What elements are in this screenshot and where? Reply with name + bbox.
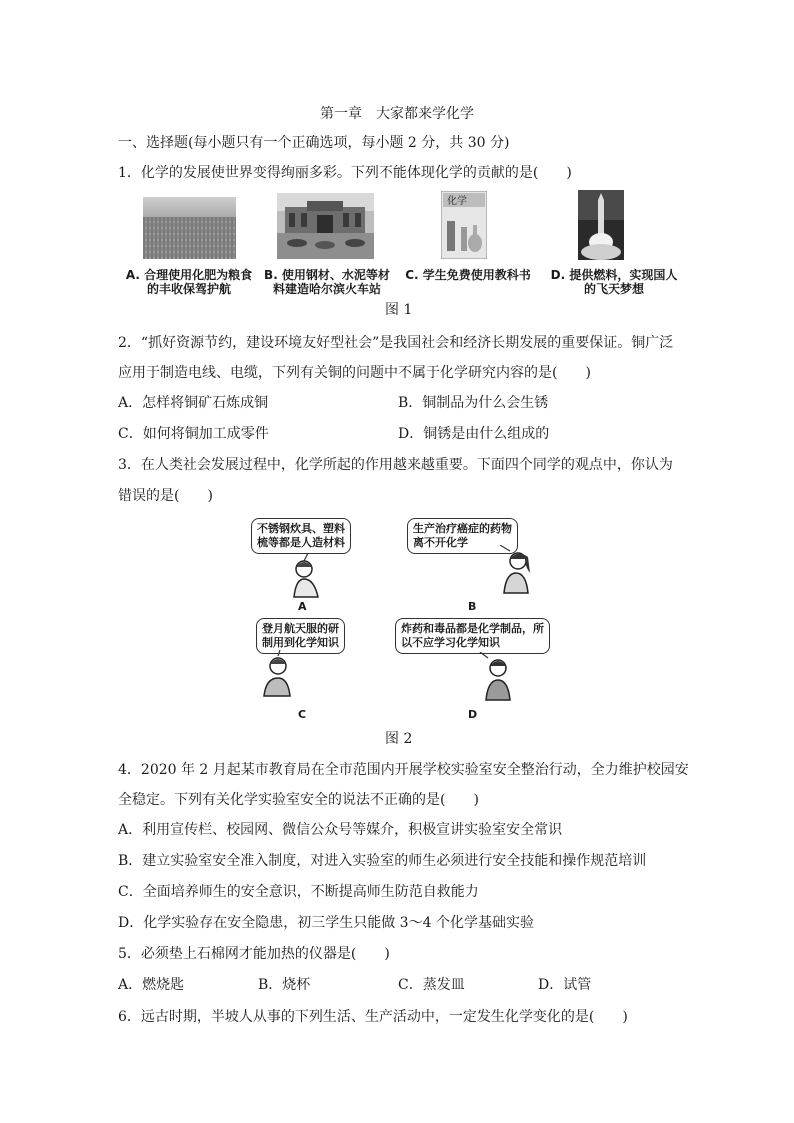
figure-label-d: D [468, 708, 478, 721]
bubble-line: 制用到化学知识 [262, 636, 339, 649]
question-6-stem: 6．远古时期，半坡人从事的下列生活、生产活动中，一定发生化学变化的是( ) [118, 1009, 628, 1025]
section-heading: 一、选择题(每小题只有一个正确选项，每小题 2 分，共 30 分) [118, 135, 510, 151]
question-2-option-d: D．铜锈是由什么组成的 [398, 426, 550, 442]
question-2-stem-line-2: 应用于制造电线、电缆，下列有关铜的问题中不属于化学研究内容的是( ) [118, 365, 591, 381]
question-2-option-b: B．铜制品为什么会生锈 [398, 395, 549, 411]
question-3-stem-line-2: 错误的是( ) [118, 488, 213, 504]
question-5-stem: 5．必须垫上石棉网才能加热的仪器是( ) [118, 946, 390, 962]
image-a-caption [114, 268, 264, 296]
question-5-option-c: C．蒸发皿 [398, 977, 465, 993]
rocket-launch-image [578, 190, 624, 260]
image-d-caption [544, 268, 684, 296]
caption-line: 的丰收保驾护航 [146, 282, 231, 296]
figure-2-caption: 图 2 [385, 731, 413, 747]
caption-line: A. 合理使用化肥为粮食 [125, 268, 253, 282]
student-b-figure [496, 545, 536, 595]
question-4-stem-line-1: 4．2020 年 2 月起某市教育局在全市范围内开展学校实验室安全整治行动，全力维护校园安 [118, 762, 689, 778]
speech-bubble-a [251, 518, 351, 554]
question-4-option-b: B．建立实验室安全准入制度，对进入实验室的师生必须进行安全技能和操作规范培训 [118, 853, 647, 869]
caption-line: B. 使用钢材、水泥等材 [264, 268, 390, 282]
question-3-stem-line-1: 3．在人类社会发展过程中，化学所起的作用越来越重要。下面四个同学的观点中，你认为 [118, 457, 673, 473]
caption-line: 料建造哈尔滨火车站 [272, 282, 381, 296]
image-b-caption [252, 268, 402, 296]
wheat-field-image [143, 197, 236, 259]
textbook-title: 化学 [447, 196, 467, 207]
question-5-option-b: B．烧杯 [258, 977, 311, 993]
question-5-option-d: D．试管 [538, 977, 592, 993]
student-c-figure [260, 650, 298, 698]
question-4-option-d: D．化学实验存在安全隐患，初三学生只能做 3～4 个化学基础实验 [118, 915, 534, 931]
caption-line: C. 学生免费使用教科书 [405, 268, 531, 282]
image-c-caption [398, 268, 538, 282]
question-5-option-a: A．燃烧匙 [118, 977, 185, 993]
railway-station-image [277, 193, 374, 259]
figure-1-caption: 图 1 [385, 302, 413, 318]
chemistry-textbook-image [441, 191, 487, 259]
question-2-option-c: C．如何将铜加工成零件 [118, 426, 269, 442]
student-d-figure [478, 652, 518, 702]
bubble-line: 离不开化学 [413, 536, 468, 549]
chapter-title: 第一章 大家都来学化学 [320, 106, 474, 122]
question-4-stem-line-2: 全稳定。下列有关化学实验室安全的说法不正确的是( ) [118, 792, 479, 808]
speech-bubble-d [395, 618, 550, 654]
student-a-figure [290, 553, 326, 599]
bubble-line: 梳等都是人造材料 [257, 536, 345, 549]
question-1-stem: 1．化学的发展使世界变得绚丽多彩。下列不能体现化学的贡献的是( ) [118, 165, 572, 181]
question-2-stem-line-1: 2．“抓好资源节约，建设环境友好型社会”是我国社会和经济长期发展的重要保证。铜广泛 [118, 335, 674, 351]
caption-line: 的飞天梦想 [583, 282, 644, 296]
bubble-line: 登月航天服的研 [262, 622, 339, 635]
question-2-option-a: A．怎样将铜矿石炼成铜 [118, 395, 269, 411]
question-4-option-a: A．利用宣传栏、校园网、微信公众号等媒介，积极宣讲实验室安全常识 [118, 822, 563, 838]
caption-line: D. 提供燃料，实现国人 [550, 268, 678, 282]
bubble-line: 炸药和毒品都是化学制品，所 [401, 622, 544, 635]
bubble-line: 以不应学习化学知识 [401, 636, 500, 649]
figure-label-b: B [468, 600, 477, 613]
bubble-line: 不锈钢炊具、塑料 [257, 522, 345, 535]
bubble-line: 生产治疗癌症的药物 [413, 522, 512, 535]
figure-label-a: A [298, 600, 307, 613]
question-4-option-c: C．全面培养师生的安全意识，不断提高师生防范自救能力 [118, 884, 479, 900]
figure-label-c: C [298, 708, 307, 721]
speech-bubble-c [256, 618, 345, 654]
